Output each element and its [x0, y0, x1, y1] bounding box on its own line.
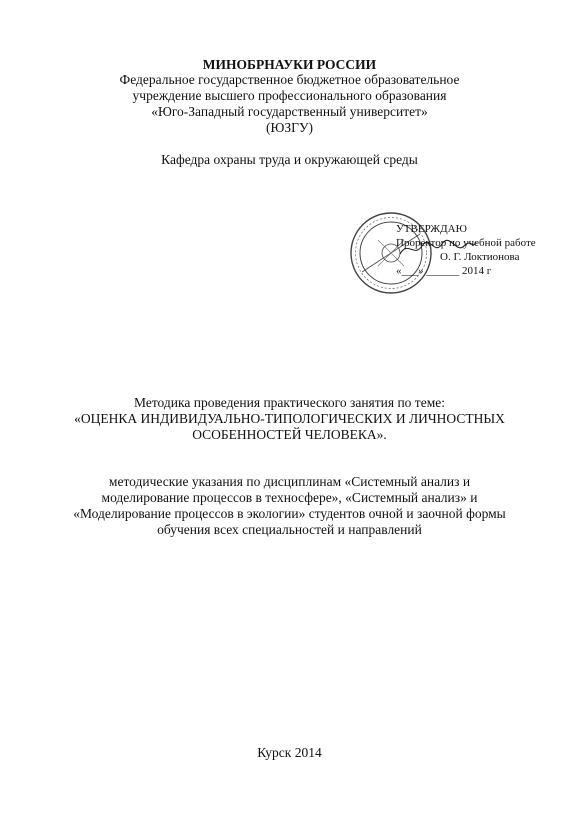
title-intro: Методика проведения практического занятия по теме: — [134, 395, 445, 410]
description-line-1: методические указания по дисциплинам «Системный анализ и — [108, 474, 471, 489]
institution-line-1: Федеральное государственное бюджетное образовательное — [119, 72, 460, 87]
description-line-4: обучения всех специальностей и направлений — [157, 522, 422, 537]
institution-line-2: учреждение высшего профессионального образования — [132, 88, 447, 103]
university-name: «Юго-Западный государственный университет» — [151, 104, 428, 119]
title-topic-line-1: «ОЦЕНКА ИНДИВИДУАЛЬНО-ТИПОЛОГИЧЕСКИХ И ЛИЧНОСТНЫХ — [74, 411, 505, 426]
department-name: Кафедра охраны труда и окружающей среды — [161, 152, 418, 167]
approval-date: «___» ______ 2014 г — [396, 265, 492, 277]
description-line-3: «Моделирование процессов в экологии» студентов очной и заочной формы — [73, 506, 506, 521]
title-topic-line-2: ОСОБЕННОСТЕЙ ЧЕЛОВЕКА». — [192, 427, 387, 442]
ministry-name: МИНОБРНАУКИ РОССИИ — [202, 57, 377, 72]
university-abbreviation: (ЮЗГУ) — [266, 120, 313, 135]
city-year: Курск 2014 — [257, 745, 322, 760]
description-line-2: моделирование процессов в техносфере», «Системный анализ» и — [101, 490, 478, 505]
approval-heading: УТВЕРЖДАЮ — [396, 223, 467, 235]
approval-block — [396, 222, 566, 278]
approval-position: Проректор по учебной работе — [396, 237, 536, 249]
approval-signatory: О. Г. Локтионова — [440, 251, 520, 263]
